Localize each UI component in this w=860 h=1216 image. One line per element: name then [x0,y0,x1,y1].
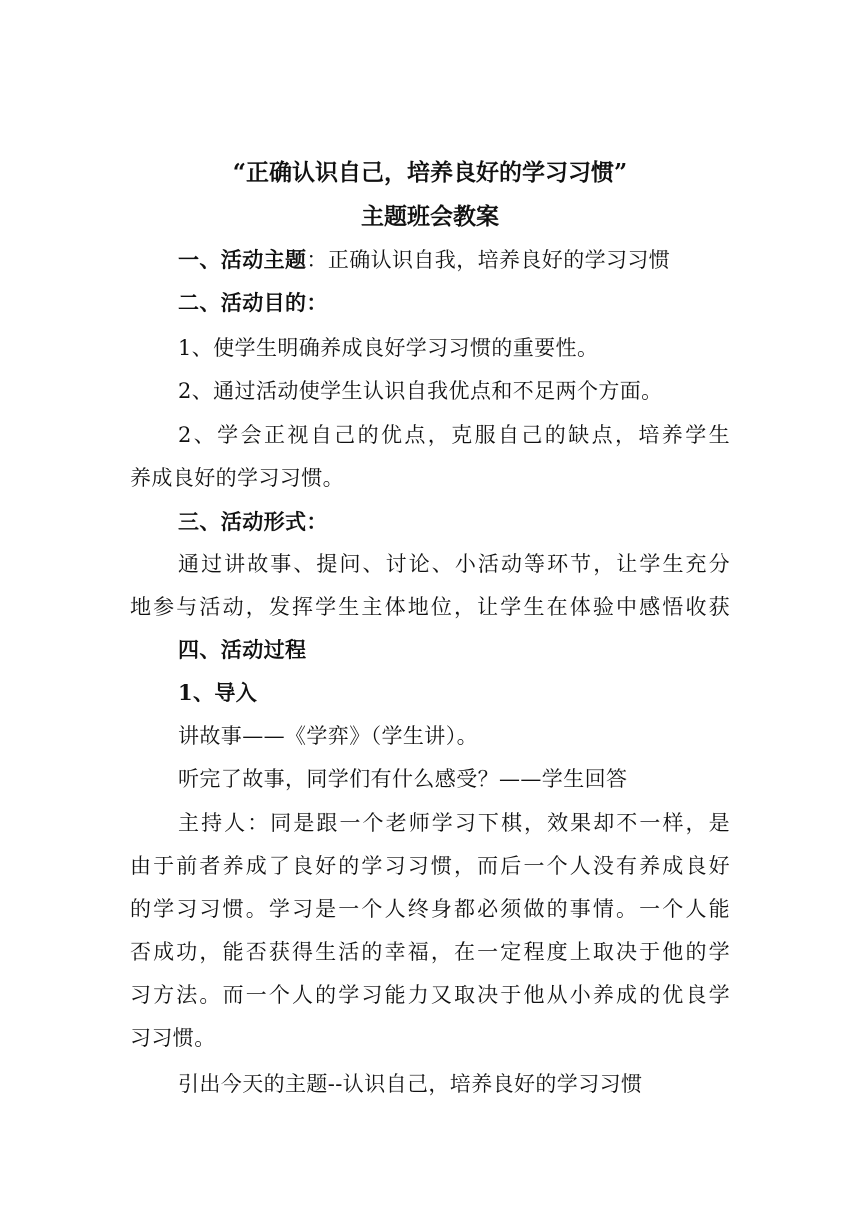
host-paragraph-line: 主持人：同是跟一个老师学习下棋，效果却不一样，是 [178,811,730,835]
theme-intro-line: 引出今天的主题--认识自己，培养良好的学习习惯 [178,1072,643,1096]
section3-text-line: 地参与活动，发挥学生主体地位，让学生在体验中感悟收获 [130,595,730,619]
section2-heading: 二、活动目的： [178,290,328,315]
section3-heading: 三、活动形式： [178,509,328,534]
host-paragraph-line: 由于前者养成了良好的学习习惯，而后一个人没有养成良好 [130,854,730,878]
host-paragraph-line: 习方法。而一个人的学习能力又取决于他从小养成的优良学 [130,983,730,1007]
section2-item: 1、使学生明确养成良好学习习惯的重要性。 [178,336,599,360]
section1-text: 正确认识自我，培养良好的学习习惯 [327,248,671,272]
section2-item-continued: 养成良好的学习习惯。 [130,466,344,490]
host-paragraph-line: 习习惯。 [130,1026,216,1050]
section3-text-line: 通过讲故事、提问、讨论、小活动等环节，让学生充分 [178,552,730,576]
section4-subheading: 1、导入 [178,680,258,705]
document-title-line1: “正确认识自己，培养良好的学习习惯” [232,159,628,186]
section4-heading: 四、活动过程 [178,637,307,662]
section1-line [178,245,738,275]
section2-item: 2、学会正视自己的优点，克服自己的缺点，培养学生 [178,423,730,447]
section1-heading: 一、活动主题 [178,247,307,272]
document-title-line2: 主题班会教案 [361,203,499,230]
host-paragraph-line: 否成功，能否获得生活的幸福，在一定程度上取决于他的学 [130,940,730,964]
host-paragraph-line: 的学习习惯。学习是一个人终身都必须做的事情。一个人能 [130,897,730,921]
section1-colon: ： [306,248,328,272]
story-line: 讲故事——《学弈》（学生讲）。 [178,724,478,748]
question-line: 听完了故事，同学们有什么感受？——学生回答 [178,767,628,791]
section2-item: 2、通过活动使学生认识自我优点和不足两个方面。 [178,379,663,403]
